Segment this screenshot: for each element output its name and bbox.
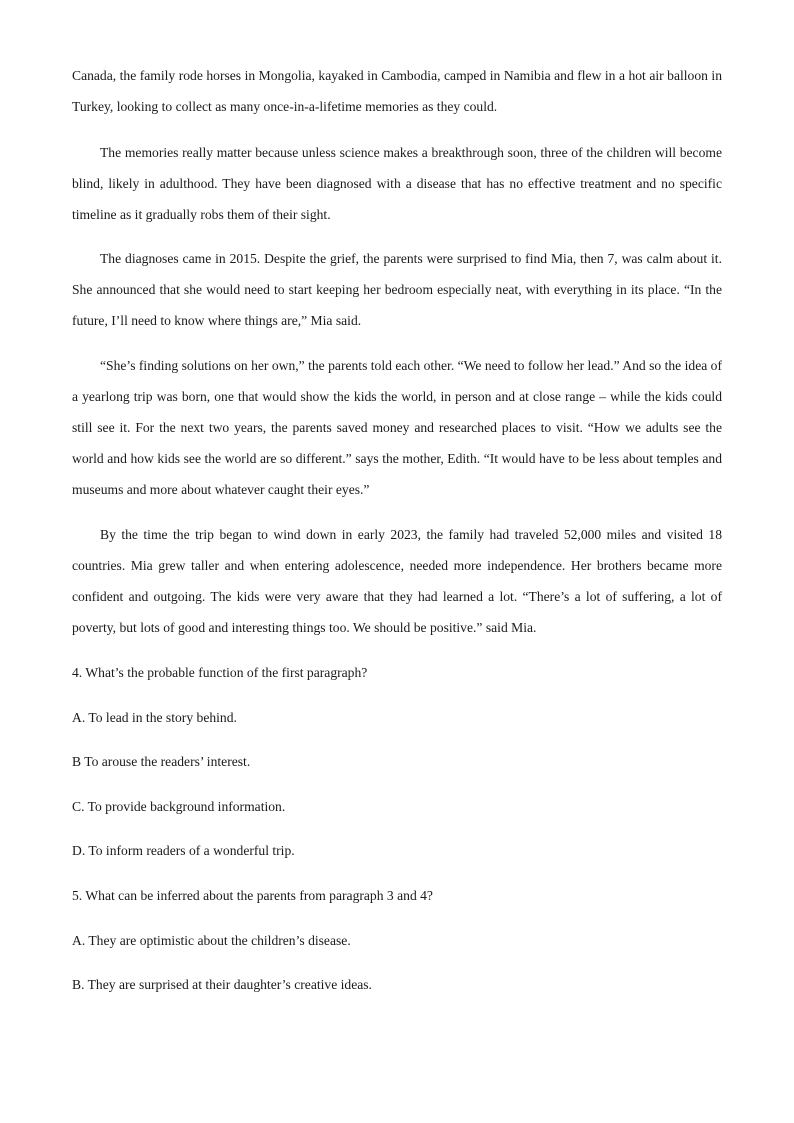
passage-paragraph-3: The diagnoses came in 2015. Despite the grief, the parents were surprised to find Mia, then 7, was calm about it. She announced that she would need to start keeping her bedroom especially neat, with everything in its place. “In the future, I’ll need to know where things are,” Mia said. <box>72 251 722 328</box>
question-5-option-b: B. They are surprised at their daughter’s creative ideas. <box>72 977 372 992</box>
question-4-option-d: D. To inform readers of a wonderful trip. <box>72 843 295 858</box>
passage-paragraph-2: The memories really matter because unless science makes a breakthrough soon, three of the children will become blind, likely in adulthood. They have been diagnosed with a disease that has no effective treatment and no specific timeline as it gradually robs them of their sight. <box>72 145 722 222</box>
question-4-stem: 4. What’s the probable function of the first paragraph? <box>72 665 368 680</box>
question-4-option-a: A. To lead in the story behind. <box>72 710 237 725</box>
passage-paragraph-1: Canada, the family rode horses in Mongolia, kayaked in Cambodia, camped in Namibia and flew in a hot air balloon in Turkey, looking to collect as many once-in-a-lifetime memories as they could. <box>72 68 722 114</box>
passage-paragraph-5: By the time the trip began to wind down in early 2023, the family had traveled 52,000 miles and visited 18 countries. Mia grew taller and when entering adolescence, needed more independence. Her brothers became more confident and outgoing. The kids were very aware that they had learned a lot. “There’s a lot of suffering, a lot of poverty, but lots of good and interesting things too. We should be positive.” said Mia. <box>72 527 722 635</box>
question-4-option-b: B To arouse the readers’ interest. <box>72 754 251 769</box>
question-4-option-c: C. To provide background information. <box>72 799 286 814</box>
passage-paragraph-4: “She’s finding solutions on her own,” the parents told each other. “We need to follow her lead.” And so the idea of a yearlong trip was born, one that would show the kids the world, in person and at close range – while the kids could still see it. For the next two years, the parents saved money and researched places to visit. “How we adults see the world and how kids see the world are so different.” says the mother, Edith. “It would have to be less about temples and museums and more about whatever caught their eyes.” <box>72 358 722 497</box>
question-5-stem: 5. What can be inferred about the parents from paragraph 3 and 4? <box>72 888 433 903</box>
question-5-option-a: A. They are optimistic about the children’s disease. <box>72 933 351 948</box>
